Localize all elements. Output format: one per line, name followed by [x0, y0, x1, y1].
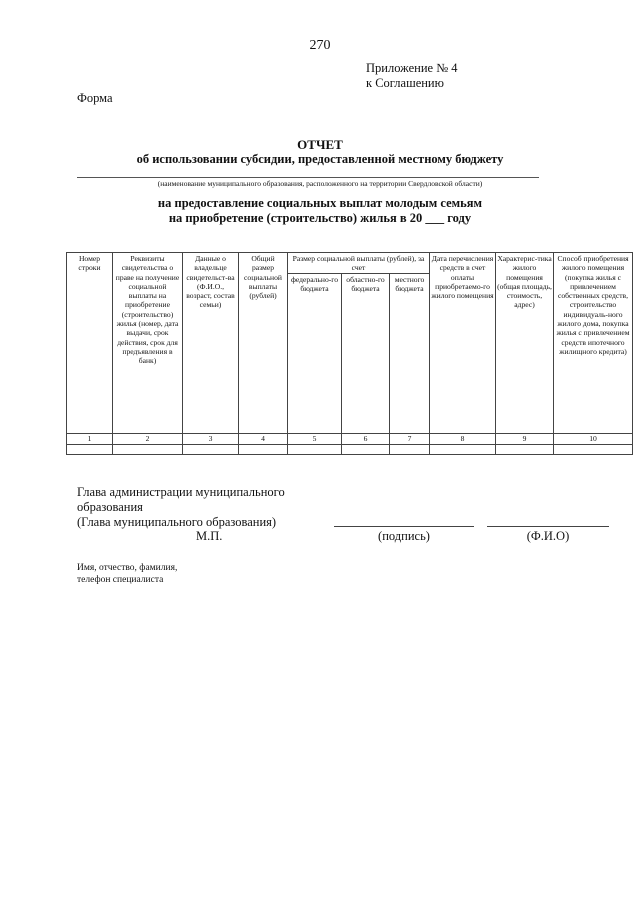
purpose-line-1: на предоставление социальных выплат молодым семьям: [157, 196, 483, 210]
column-number: 8: [430, 433, 496, 444]
report-table: [66, 252, 633, 455]
empty-cell: [239, 444, 288, 454]
column-number: 9: [496, 433, 554, 444]
header-characteristics: Характерис-тика жилого помещения (общая площадь, стоимость, адрес): [496, 253, 554, 434]
column-number: 3: [183, 433, 239, 444]
specialist-line-2: телефон специалиста: [77, 575, 164, 585]
signatory-line-1: Глава администрации муниципального: [77, 485, 285, 499]
signature-line: [334, 526, 474, 527]
header-owner: Данные о владельце свидетельст-ва (Ф.И.О., возраст, состав семьи): [183, 253, 239, 434]
name-line: [487, 526, 609, 527]
appendix-line-1: Приложение № 4: [366, 61, 458, 75]
empty-cell: [390, 444, 430, 454]
header-row-number: Номер строки: [67, 253, 113, 434]
stamp-label: М.П.: [196, 529, 223, 543]
signature-label: (подпись): [378, 529, 430, 543]
name-label: (Ф.И.О): [526, 529, 570, 543]
header-method: Способ приобретения жилого помещения (покупка жилья с привлечением собственных средств, строительство индивидуаль-ного жилого дома, покупка жилья с привлечением средств ипотечного жилищного кредита): [554, 253, 633, 434]
signatory-line-2: образования: [77, 500, 143, 514]
empty-cell: [554, 444, 633, 454]
appendix-header: [366, 61, 458, 91]
form-label: Форма: [77, 91, 113, 105]
header-certificate: Реквизиты свидетельства о праве на получение социальной выплаты на приобретение (строительство) жилья (номер, дата выдачи, срок действия, срок для предъявления в банк): [113, 253, 183, 434]
column-number: 5: [288, 433, 342, 444]
header-federal: федерально-го бюджета: [288, 273, 342, 433]
empty-cell: [183, 444, 239, 454]
municipality-fill-line: [77, 177, 539, 178]
header-row: [67, 253, 633, 274]
header-payment-date: Дата перечисления средств в счет оплаты приобретаемо-го жилого помещения: [430, 253, 496, 434]
municipality-caption: (наименование муниципального образования, расположенного на территории Свердловской области): [157, 179, 483, 188]
appendix-line-2: к Соглашению: [366, 76, 444, 90]
empty-data-row: [67, 444, 633, 454]
column-number: 10: [554, 433, 633, 444]
column-number: 4: [239, 433, 288, 444]
header-regional: областно-го бюджета: [342, 273, 390, 433]
specialist-line-1: Имя, отчество, фамилия,: [77, 563, 178, 573]
purpose-line-2: на приобретение (строительство) жилья в 20 ___ году: [168, 211, 472, 225]
empty-cell: [496, 444, 554, 454]
column-number: 7: [390, 433, 430, 444]
header-total: Общий размер социальной выплаты (рублей): [239, 253, 288, 434]
report-subtitle: об использовании субсидии, предоставленной местному бюджету: [136, 152, 504, 166]
empty-cell: [342, 444, 390, 454]
column-number: 1: [67, 433, 113, 444]
empty-cell: [67, 444, 113, 454]
header-local: местного бюджета: [390, 273, 430, 433]
empty-cell: [113, 444, 183, 454]
signatory-line-3: (Глава муниципального образования): [77, 515, 277, 529]
report-title: ОТЧЕТ: [297, 137, 343, 152]
column-number: 2: [113, 433, 183, 444]
column-number: 6: [342, 433, 390, 444]
header-payment-group: Размер социальной выплаты (рублей), за счет: [288, 253, 430, 274]
page-number: 270: [309, 38, 331, 53]
empty-cell: [430, 444, 496, 454]
empty-cell: [288, 444, 342, 454]
column-number-row: [67, 433, 633, 444]
